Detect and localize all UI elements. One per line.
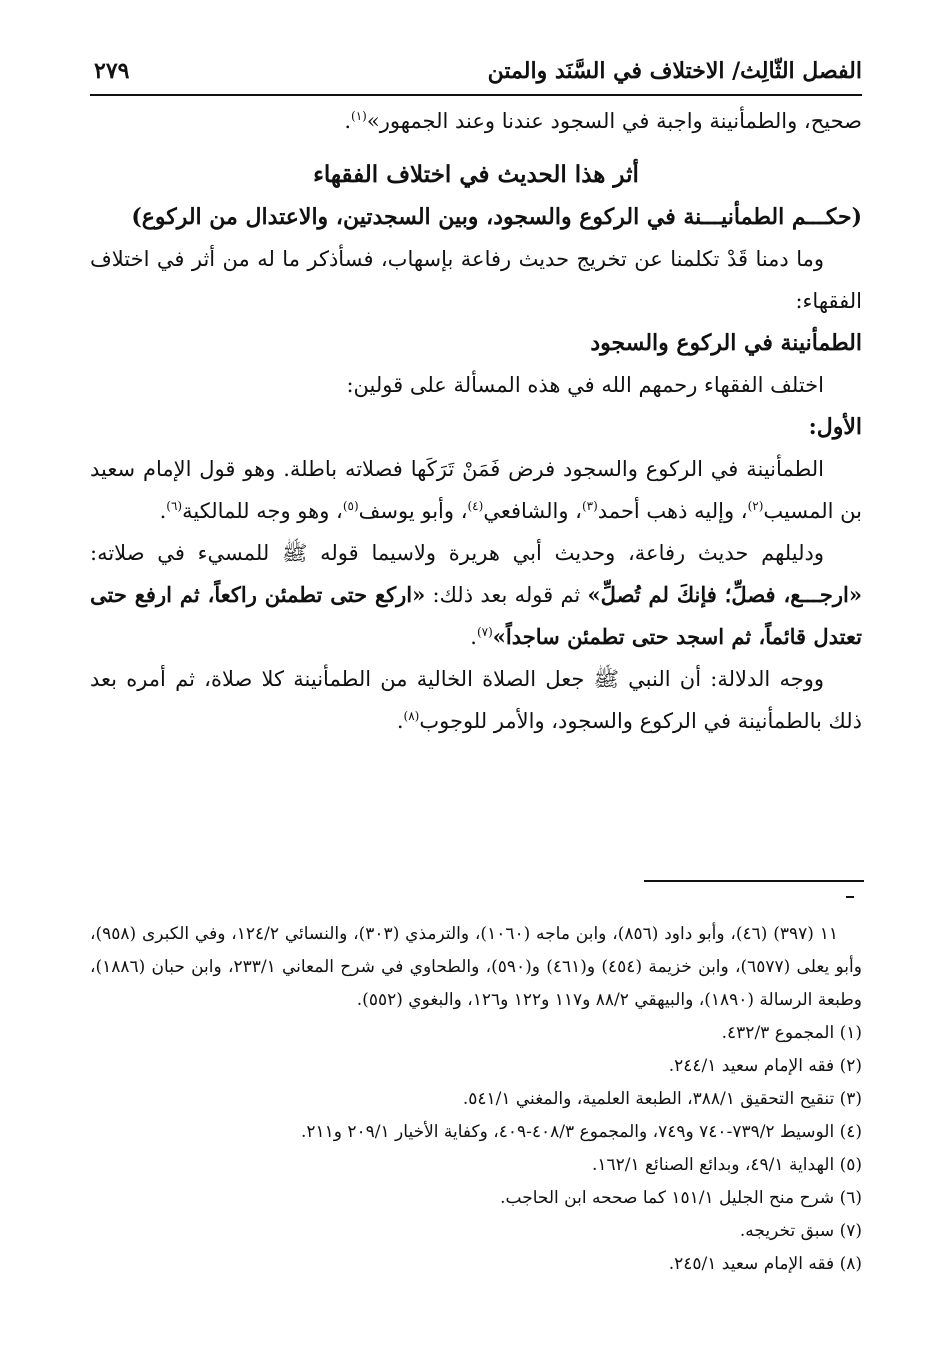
footnote-item: (٨) فقه الإمام سعيد ٢٤٥/١. <box>668 1254 862 1274</box>
intro-paragraph: وما دمنا قَدْ تكلمنا عن تخريج حديث رفاعة بإسهاب، فسأذكر ما له من أثر في اختلاف الفقهاء: <box>90 247 862 313</box>
footnote-item: (٦) شرح منح الجليل ١٥١/١ كما صححه ابن الحاجب. <box>500 1188 862 1208</box>
paragraph-text: . <box>159 499 167 523</box>
paragraph-text: ، وإليه ذهب أحمد <box>597 499 748 523</box>
evidence-paragraph <box>90 532 862 658</box>
main-text <box>90 100 862 742</box>
footnote-ref: (١) <box>351 109 367 123</box>
footnote-item: (٤) الوسيط ٧٣٩/٢-٧٤٠ و٧٤٩، والمجموع ٤٠٨/٣-٤٠٩، وكفاية الأخيار ٢٠٩/١ و٢١١. <box>300 1122 862 1142</box>
subsection-heading: الطمأنينة في الركوع والسجود <box>590 330 862 356</box>
paragraph-text: ، وأبو يوسف <box>358 499 468 523</box>
page-number: ٢٧٩ <box>94 58 130 84</box>
footnote-ref: (٢) <box>747 499 764 513</box>
section-title: أثر هذا الحديث في اختلاف الفقهاء <box>313 161 639 188</box>
paragraph-text: . <box>470 625 477 649</box>
footnote-item: (٥) الهداية ٤٩/١، وبدائع الصنائع ١٦٢/١. <box>591 1155 862 1175</box>
paragraph-text: ثم قوله بعد ذلك: <box>425 583 588 607</box>
footnote-ref: (٧) <box>476 625 493 639</box>
footnote-ref: (٦) <box>166 499 183 513</box>
footnote-ref: (٥) <box>342 499 359 513</box>
footnote-ref: (٤) <box>467 499 484 513</box>
inference-paragraph <box>90 658 862 742</box>
paragraph-text: ، وهو وجه للمالكية <box>182 499 343 523</box>
footnote-item: (٣) تنقيح التحقيق ٣٨٨/١، الطبعة العلمية، والمغني ٥٤١/١. <box>462 1089 862 1109</box>
footnote-ref: (٣) <box>581 499 598 513</box>
page-header <box>90 50 862 96</box>
section-subtitle: (حكـــم الطمأنيـــنة في الركوع والسجود، وبين السجدتين، والاعتدال من الركوع) <box>131 204 862 230</box>
hadith-quote: «اركع حتى تطمئن راكعاً، ثم ارفع حتى تعتدل قائماً، ثم اسجد حتى تطمئن ساجداً» <box>90 582 862 649</box>
paragraph-text: ووجه الدلالة: أن النبي ﷺ جعل الصلاة الخالية من الطمأنينة كلا صلاة، ثم أمره بعد ذلك بالطمأنينة في الركوع والسجود، والأمر للوجوب <box>90 667 862 733</box>
footnote-ref: (٨) <box>403 709 420 723</box>
first-opinion-label: الأول: <box>808 414 862 440</box>
footnotes <box>90 918 862 1281</box>
paragraph-text: الطمأنينة في الركوع والسجود فرض فَمَنْ تَرَكَها فصلاته باطلة. وهو قول الإمام سعيد بن المسيب <box>90 457 862 523</box>
footnote-continuation: ١١ (٣٩٧) (٤٦)، وأبو داود (٨٥٦)، وابن ماجه (١٠٦٠)، والترمذي (٣٠٣)، والنسائي ١٢٤/٢، وفي الكبرى (٩٥٨)، وأبو يعلى (٦٥٧٧)، وابن خزيمة (٤٥٤) و(٤٦١) و(٥٩٠)، والطحاوي في شرح المعاني ٢٣٣/١، وابن حبان (١٨٨٦)، وطبعة الرسالة (١٨٩٠)، والبيهقي ٨٨/٢ و١١٧ و١٢٢ و١٢٦، والبغوي (٥٥٢). <box>90 924 862 1010</box>
footnote-item: (١) المجموع ٤٣٢/٣. <box>721 1023 862 1043</box>
paragraph-text: ، والشافعي <box>483 499 582 523</box>
first-opinion-paragraph <box>90 448 862 532</box>
footnote-item: (٢) فقه الإمام سعيد ٢٤٤/١. <box>668 1056 862 1076</box>
footnote-marker <box>846 896 854 898</box>
opening-line: صحيح، والطمأنينة واجبة في السجود عندنا وعند الجمهور»$^{(١)}$. <box>344 109 862 133</box>
running-title: الفصل الثّالِث/ الاختلاف في السَّنَد والمتن <box>487 58 862 84</box>
footnote-item: (٧) سبق تخريجه. <box>739 1221 862 1241</box>
hadith-quote: «ارجـــع، فصلِّ؛ فإنكَ لم تُصلِّ» <box>587 582 862 607</box>
opening-line-text: صحيح، والطمأنينة واجبة في السجود عندنا وعند الجمهور» <box>366 109 862 133</box>
opinions-intro: اختلف الفقهاء رحمهم الله في هذه المسألة على قولين: <box>346 373 824 397</box>
paragraph-text: ودليلهم حديث رفاعة، وحديث أبي هريرة ولاسيما قوله ﷺ للمسيء في صلاته: <box>90 541 824 565</box>
footnote-separator <box>644 880 864 882</box>
paragraph-text: . <box>396 709 404 733</box>
